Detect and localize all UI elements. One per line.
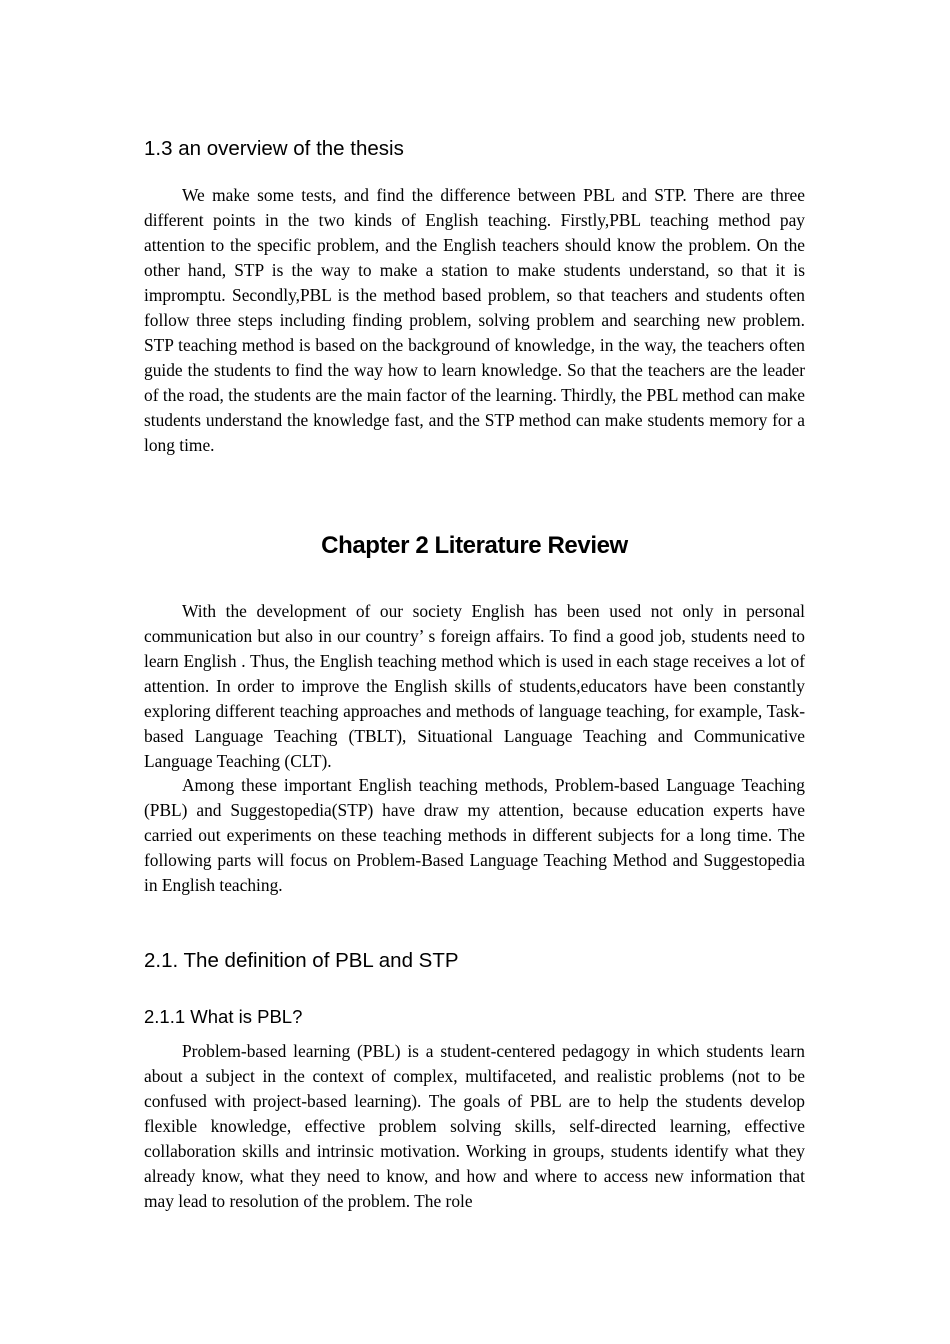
overview-paragraph: We make some tests, and find the difference between PBL and STP. There are three different points in the two kinds of English teaching. Firstly,PBL teaching method pay attention to the specific problem, and the English teachers should know the problem. On the other hand, STP is the way to make a station to make students understand, so that it is impromptu. Secondly,PBL is the method based problem, so that teachers and students often follow three steps including finding problem, solving problem and searching new problem. STP teaching method is based on the background of knowledge, in the way, the teachers often guide the students to find the way how to learn knowledge. So that the teachers are the leader of the road, the students are the main factor of the learning. Thirdly, the PBL method can make students understand the knowledge fast, and the STP method can make students memory for a long time. [144,185,805,455]
chapter-title: Chapter 2 Literature Review [321,532,628,559]
subsection-heading-what-is-pbl: 2.1.1 What is PBL? [144,1006,303,1027]
chapter2-paragraph-1: With the development of our society English has been used not only in personal communication but also in our country’ s foreign affairs. To find a good job, students need to learn English . Thus, the English teaching method which is used in each stage receives a lot of attention. In order to improve the English skills of students,educators have been constantly exploring different teaching approaches and methods of language teaching, for example, Task-based Language Teaching (TBLT), Situational Language Teaching and Communicative Language Teaching (CLT). [144,601,805,771]
chapter2-paragraph-2: Among these important English teaching methods, Problem-based Language Teaching (PBL) and Suggestopedia(STP) have draw my attention, because education experts have carried out experiments on these teaching methods in different subjects for a long time. The following parts will focus on Problem-Based Language Teaching Method and Suggestopedia in English teaching. [144,775,805,895]
section-heading-overview: 1.3 an overview of the thesis [144,137,404,160]
what-is-pbl-paragraph: Problem-based learning (PBL) is a student-centered pedagogy in which students learn about a subject in the context of complex, multifaceted, and realistic problems (not to be confused with project-based learning). The goals of PBL are to help the students develop flexible knowledge, effective problem solving skills, self-directed learning, effective collaboration skills and intrinsic motivation. Working in groups, students identify what they already know, what they need to know, and how and where to access new information that may lead to resolution of the problem. The role [144,1041,805,1211]
section-heading-definition: 2.1. The definition of PBL and STP [144,949,459,972]
